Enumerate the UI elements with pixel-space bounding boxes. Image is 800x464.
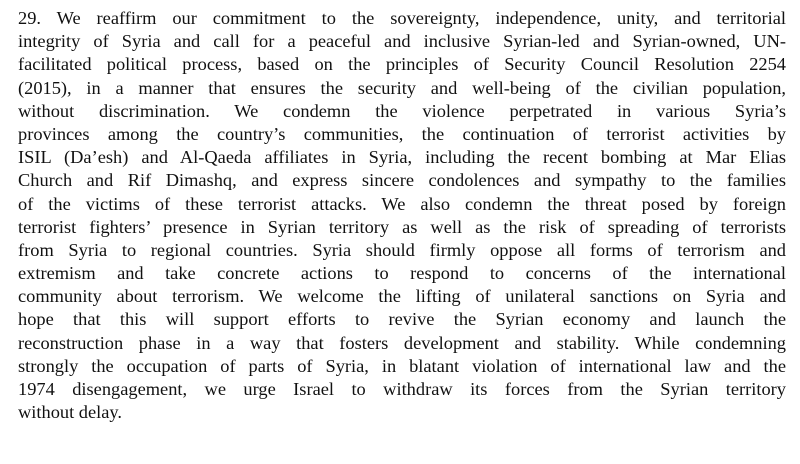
paragraph-line: 29. We reaffirm our commitment to the sovereignty, independence, unity, and territorial (18, 8, 786, 28)
paragraph-line: facilitated political process, based on the principles of Security Council Resolution 2254 (18, 54, 786, 75)
paragraph-line: ISIL (Da’esh) and Al-Qaeda affiliates in Syria, including the recent bombing at Mar Elias (18, 147, 786, 168)
paragraph-line: without delay. (18, 402, 123, 423)
paragraph-line: 1974 disengagement, we urge Israel to withdraw its forces from the Syrian territory (18, 379, 786, 399)
paragraph-line: strongly the occupation of parts of Syria, in blatant violation of international law and the (18, 355, 786, 376)
paragraph-line: reconstruction phase in a way that fosters development and stability. While condemning (18, 332, 786, 353)
paragraph-line: Church and Rif Dimashq, and express sincere condolences and sympathy to the families (18, 170, 786, 191)
paragraph-line: provinces among the country’s communities, the continuation of terrorist activities by (18, 123, 786, 144)
paragraph-line: of the victims of these terrorist attacks. We also condemn the threat posed by foreign (18, 193, 786, 214)
paragraph-line: (2015), in a manner that ensures the security and well-being of the civilian population, (18, 77, 786, 98)
paragraph-line: integrity of Syria and call for a peaceful and inclusive Syrian-led and Syrian-owned, UN- (18, 31, 786, 52)
paragraph-line: extremism and take concrete actions to respond to concerns of the international (18, 263, 786, 284)
paragraph-line: hope that this will support efforts to revive the Syrian economy and launch the (18, 309, 786, 330)
paragraph-line: without discrimination. We condemn the violence perpetrated in various Syria’s (18, 100, 786, 121)
paragraph-line: community about terrorism. We welcome the lifting of unilateral sanctions on Syria and (18, 286, 786, 307)
paragraph-line: from Syria to regional countries. Syria should firmly oppose all forms of terrorism and (18, 239, 786, 260)
paragraph-line: terrorist fighters’ presence in Syrian territory as well as the risk of spreading of terrorists (18, 216, 786, 237)
paragraph-29 (18, 7, 786, 424)
